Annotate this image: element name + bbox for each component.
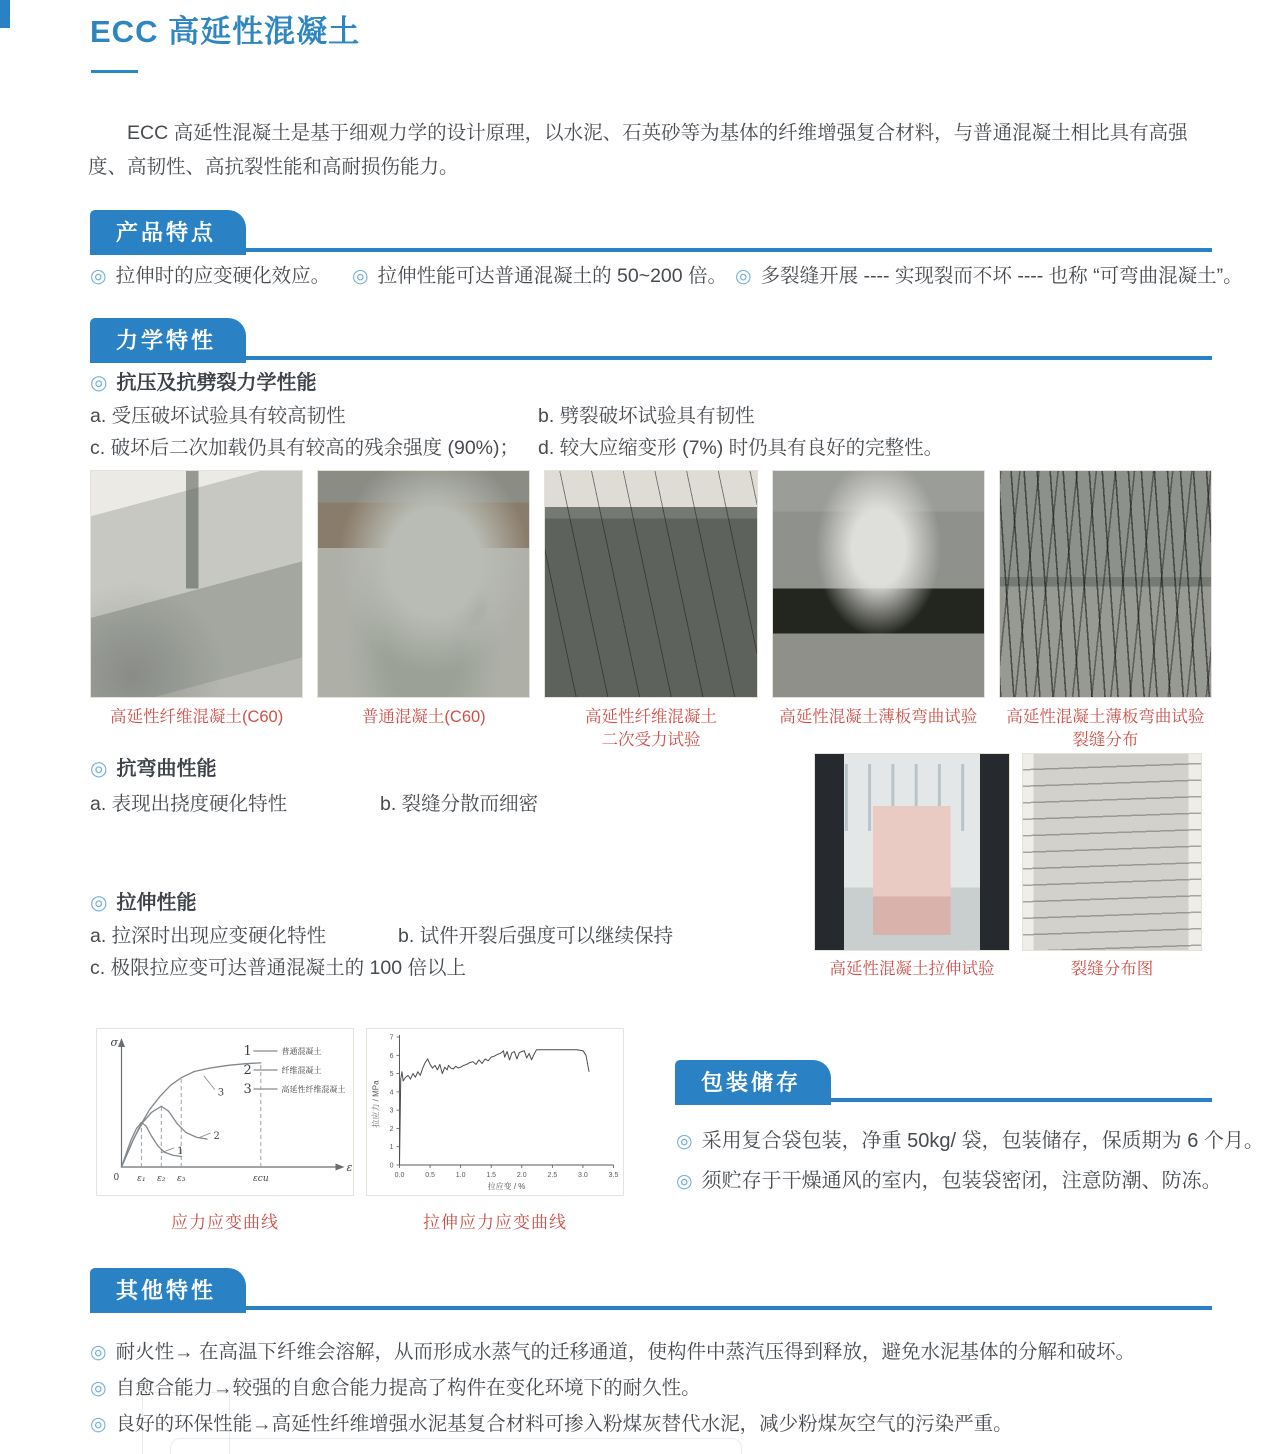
other-bullet-3 bbox=[90, 1408, 1013, 1436]
photo-normal-concrete bbox=[317, 470, 530, 698]
feature-text-1: 拉伸时的应变硬化效应。 bbox=[115, 265, 331, 287]
legend-label-1: 普通混凝土 bbox=[281, 1047, 322, 1056]
ring-bullet-icon: ◎ bbox=[352, 266, 369, 287]
other-text-1: 耐火性→ 在高温下纤维会溶解，从而形成水蒸气的迁移通道，使构件中蒸汽压得到释放，避免水泥基体的分解和破坏。 bbox=[115, 1341, 1136, 1363]
figure-tensile-test-machine bbox=[814, 753, 1010, 981]
photo-caption: 高延性混凝土拉伸试验 bbox=[829, 960, 995, 978]
photo-caption: 裂缝分布图 bbox=[1070, 960, 1154, 978]
feature-bullet-2 bbox=[352, 260, 727, 288]
tension-item-c: c. 极限拉应变可达普通混凝土的 100 倍以上 bbox=[90, 957, 466, 979]
ring-bullet-icon: ◎ bbox=[676, 1131, 693, 1152]
y-axis-label: 拉应力 / MPa bbox=[371, 1080, 381, 1128]
packaging-text-2: 须贮存于干燥通风的室内，包装袋密闭，注意防潮、防冻。 bbox=[701, 1170, 1222, 1192]
svg-text:4: 4 bbox=[389, 1089, 394, 1097]
svg-text:ε₂: ε₂ bbox=[157, 1174, 166, 1184]
photo-bending-crack-distribution bbox=[999, 470, 1212, 698]
title-underline bbox=[91, 70, 138, 73]
ring-bullet-icon: ◎ bbox=[90, 372, 108, 394]
figure-stress-strain-curve bbox=[96, 1028, 354, 1233]
tension-item-b: b. 试件开裂后强度可以继续保持 bbox=[398, 925, 674, 947]
svg-text:3.0: 3.0 bbox=[578, 1172, 588, 1179]
svg-text:2.0: 2.0 bbox=[516, 1172, 527, 1179]
figure-thin-plate-bending-test bbox=[772, 470, 985, 752]
svg-text:εcu: εcu bbox=[252, 1174, 269, 1184]
svg-text:6: 6 bbox=[389, 1052, 394, 1060]
tensile-stress-strain-chart bbox=[366, 1028, 624, 1196]
ring-bullet-icon: ◎ bbox=[90, 266, 107, 287]
other-bullet-2 bbox=[90, 1372, 701, 1400]
origin-label: 0 bbox=[113, 1173, 120, 1183]
figure-crack-distribution bbox=[1022, 753, 1202, 981]
photo-caption: 高延性纤维混凝土(C60) bbox=[109, 708, 284, 726]
ring-bullet-icon: ◎ bbox=[90, 892, 108, 914]
figure-secondary-load-test bbox=[544, 470, 757, 752]
legend-label-3: 高延性纤维混凝土 bbox=[281, 1085, 346, 1094]
intro-paragraph: ECC 高延性混凝土是基于细观力学的设计原理，以水泥、石英砂等为基体的纤维增强复合材料，与普通混凝土相比具有高强度、高韧性、高抗裂性能和高耐损伤能力。 bbox=[88, 122, 1188, 178]
subhead-tension-text: 拉伸性能 bbox=[116, 892, 197, 914]
photo-secondary-load-test bbox=[544, 470, 757, 698]
section-tab-mechanics: 力学特性 bbox=[90, 318, 246, 363]
watermark-panel bbox=[170, 1438, 742, 1454]
tension-item-a: a. 拉深时出现应变硬化特性 bbox=[90, 925, 327, 947]
figure-ductile-fiber-concrete bbox=[90, 470, 303, 752]
ring-bullet-icon: ◎ bbox=[90, 1342, 107, 1363]
photo-caption bbox=[544, 706, 757, 752]
bending-item-b: b. 裂缝分散而细密 bbox=[380, 793, 539, 815]
bending-item-a: a. 表现出挠度硬化特性 bbox=[90, 793, 288, 815]
svg-text:3: 3 bbox=[389, 1107, 394, 1115]
svg-text:2.5: 2.5 bbox=[547, 1172, 558, 1179]
corner-accent-bar bbox=[0, 0, 10, 28]
svg-text:3: 3 bbox=[217, 1087, 225, 1099]
page-title: ECC 高延性混凝土 bbox=[90, 14, 361, 49]
svg-text:1: 1 bbox=[177, 1145, 184, 1157]
ring-bullet-icon: ◎ bbox=[90, 758, 108, 780]
section-rule bbox=[90, 248, 1212, 252]
photo-crack-distribution bbox=[1022, 753, 1202, 951]
x-axis-label: 拉应变 / % bbox=[487, 1182, 526, 1191]
svg-text:2: 2 bbox=[213, 1131, 220, 1142]
x-axis-arrow bbox=[336, 1164, 345, 1171]
compression-item-c: c. 破坏后二次加载仍具有较高的残余强度 (90%)； bbox=[90, 437, 520, 459]
svg-text:2: 2 bbox=[389, 1125, 394, 1133]
svg-text:7: 7 bbox=[389, 1034, 394, 1042]
svg-text:0: 0 bbox=[389, 1162, 394, 1170]
svg-text:0.0: 0.0 bbox=[394, 1172, 405, 1179]
svg-text:3.5: 3.5 bbox=[608, 1172, 619, 1179]
y-axis-arrow bbox=[118, 1038, 125, 1047]
figure-tensile-stress-strain-curve bbox=[366, 1028, 624, 1233]
photo-caption-line2: 二次受力试验 bbox=[601, 731, 701, 749]
legend-label-2: 纤维混凝土 bbox=[281, 1066, 322, 1075]
ring-bullet-icon: ◎ bbox=[735, 266, 752, 287]
subhead-compression-text: 抗压及抗劈裂力学性能 bbox=[116, 372, 317, 394]
y-axis-label: σ bbox=[110, 1036, 119, 1049]
svg-text:5: 5 bbox=[389, 1071, 394, 1079]
legend-num-3: 3 bbox=[243, 1082, 252, 1097]
packaging-bullet-2 bbox=[676, 1164, 1222, 1193]
section-rule bbox=[90, 1306, 1212, 1310]
svg-text:1.5: 1.5 bbox=[486, 1172, 497, 1179]
section-tab-features: 产品特点 bbox=[90, 210, 246, 255]
photo-caption-line1: 高延性纤维混凝土 bbox=[585, 708, 717, 726]
stress-strain-chart bbox=[96, 1028, 354, 1196]
compression-item-d: d. 较大应缩变形 (7%) 时仍具有良好的完整性。 bbox=[538, 437, 944, 459]
other-text-3: 良好的环保性能→高延性纤维增强水泥基复合材料可掺入粉煤灰替代水泥，减少粉煤灰空气的污染严重。 bbox=[115, 1413, 1013, 1435]
chart-caption: 应力应变曲线 bbox=[171, 1213, 279, 1232]
subhead-bending bbox=[90, 752, 216, 781]
test-photo-row bbox=[90, 470, 1212, 752]
svg-text:ε₁: ε₁ bbox=[137, 1174, 146, 1184]
photo-caption: 高延性混凝土薄板弯曲试验 bbox=[779, 708, 978, 726]
figure-bending-crack-distribution bbox=[999, 470, 1212, 752]
ring-bullet-icon: ◎ bbox=[90, 1378, 107, 1399]
ring-bullet-icon: ◎ bbox=[676, 1171, 693, 1192]
photo-thin-plate-bending-test bbox=[772, 470, 985, 698]
x-axis-label: ε bbox=[346, 1161, 353, 1174]
legend-num-2: 2 bbox=[243, 1063, 252, 1078]
svg-text:ε₃: ε₃ bbox=[176, 1174, 186, 1184]
photo-ductile-fiber-concrete bbox=[90, 470, 303, 698]
photo-tensile-test-machine bbox=[814, 753, 1010, 951]
svg-text:0.5: 0.5 bbox=[425, 1172, 435, 1179]
other-text-2: 自愈合能力→较强的自愈合能力提高了构件在变化环境下的耐久性。 bbox=[115, 1377, 701, 1399]
svg-text:1: 1 bbox=[389, 1144, 394, 1152]
curve-group bbox=[390, 1035, 619, 1180]
legend-num-1: 1 bbox=[243, 1044, 252, 1059]
chart-caption: 拉伸应力应变曲线 bbox=[423, 1213, 567, 1232]
ring-bullet-icon: ◎ bbox=[90, 1414, 107, 1435]
feature-bullet-3 bbox=[735, 260, 1243, 288]
subhead-tension bbox=[90, 886, 196, 915]
packaging-bullet-1 bbox=[676, 1124, 1264, 1153]
curves-group bbox=[122, 1063, 269, 1184]
figure-normal-concrete bbox=[317, 470, 530, 752]
subhead-bending-text: 抗弯曲性能 bbox=[116, 758, 217, 780]
feature-bullet-1 bbox=[90, 260, 330, 288]
section-rule bbox=[90, 356, 1212, 360]
compression-item-b: b. 劈裂破坏试验具有韧性 bbox=[538, 405, 755, 427]
svg-text:1.0: 1.0 bbox=[455, 1172, 466, 1179]
section-tab-other: 其他特性 bbox=[90, 1268, 246, 1313]
other-bullet-1 bbox=[90, 1336, 1135, 1364]
photo-caption: 高延性混凝土薄板弯曲试验裂缝分布 bbox=[1006, 708, 1205, 749]
subhead-compression bbox=[90, 366, 316, 395]
feature-text-3: 多裂缝开展 ---- 实现裂而不坏 ---- 也称 “可弯曲混凝土”。 bbox=[760, 265, 1243, 287]
compression-item-a: a. 受压破坏试验具有较高韧性 bbox=[90, 405, 346, 427]
packaging-text-1: 采用复合袋包装，净重 50kg/ 袋，包装储存，保质期为 6 个月。 bbox=[701, 1130, 1264, 1152]
section-tab-packaging: 包装储存 bbox=[675, 1060, 831, 1105]
feature-text-2: 拉伸性能可达普通混凝土的 50~200 倍。 bbox=[377, 265, 728, 287]
photo-caption: 普通混凝土(C60) bbox=[361, 708, 486, 726]
